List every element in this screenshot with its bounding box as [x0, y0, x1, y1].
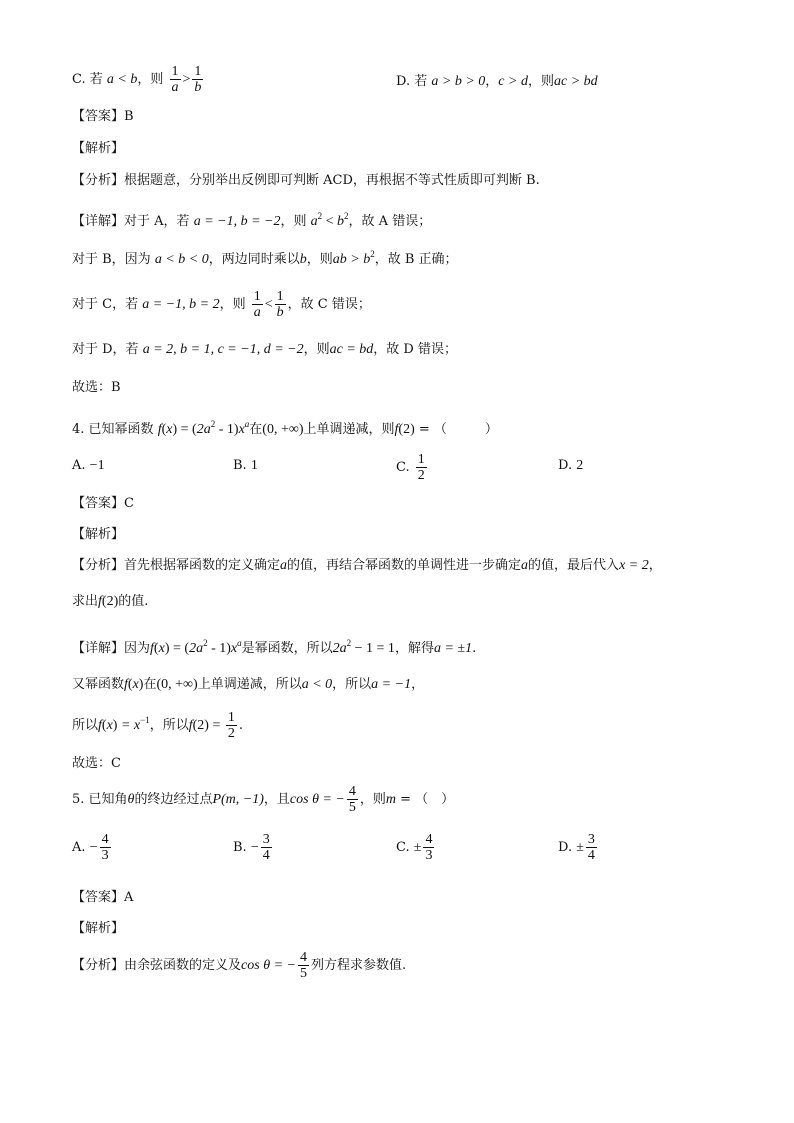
fraction: $\frac{1}{b}$ — [194, 64, 202, 95]
q3-detail-a: 【详解】对于 A，若 a = −1, b = −2，则 $a^2 < b^2$，故 A 错误； — [72, 211, 432, 229]
q4-question: 4. 已知幂函数 $f(x) = (2a^2 - 1)x^a$在(0, +∞)上单调递减，则f(2) = （ ） — [72, 419, 498, 437]
q4-option-b: B. 1 — [233, 458, 258, 473]
q4-detail-2: 又幂函数f(x)在(0, +∞)上单调递减，所以a < 0，所以a = −1， — [72, 677, 425, 692]
q4-option-a: A. −1 — [72, 458, 105, 473]
q4-choice: 故选：C — [72, 756, 121, 771]
q5-analysis: 【分析】由余弦函数的定义及cos θ = − $\frac{4}{5}$ 列方程求参数值. — [72, 950, 407, 981]
fraction: $\frac{3}{4}$ — [262, 832, 270, 863]
q4-detail-3: 所以$f(x) = x^{-1}$，所以f(2) = $\frac{1}{2}$ . — [72, 710, 244, 741]
q5-jiexi-heading: 【解析】 — [72, 921, 125, 936]
q3-detail-d: 对于 D，若 a = 2, b = 1, c = −1, d = −2，则ac = bd，故 D 错误； — [72, 342, 457, 357]
q5-question: 5. 已知角θ的终边经过点P(m, −1)，且cos θ = − $\frac{4}{5}$ ，则m = （ ） — [72, 784, 455, 815]
fraction: $\frac{1}{a}$ — [171, 64, 179, 95]
fraction: $\frac{4}{3}$ — [425, 832, 433, 863]
q4-jiexi-heading: 【解析】 — [72, 527, 125, 542]
q3-detail-b: 对于 B，因为 a < b < 0，两边同时乘以b，则ab > $b^2$，故 B 正确； — [72, 249, 458, 267]
q4-analysis-cont: 求出f(2)的值. — [72, 594, 149, 609]
q4-answer: 【答案】C — [72, 496, 134, 511]
fraction: $\frac{1}{2}$ — [417, 452, 425, 483]
q3-option-c: C. 若 a < b，则 $\frac{1}{a}$ > $\frac{1}{b}$ — [72, 64, 202, 95]
q5-option-a: A. − $\frac{4}{3}$ — [72, 832, 109, 863]
q5-answer: 【答案】A — [72, 890, 134, 905]
q3-option-d: D. 若 a > b > 0，c > d，则ac > bd — [396, 74, 598, 89]
q3-jiexi-heading: 【解析】 — [72, 141, 125, 156]
q4-option-c: C. $\frac{1}{2}$ — [396, 452, 425, 483]
fraction: $\frac{4}{5}$ — [299, 950, 307, 981]
q5-option-b: B. − $\frac{3}{4}$ — [233, 832, 270, 863]
fraction: $\frac{4}{3}$ — [101, 832, 109, 863]
q3-analysis: 【分析】根据题意，分别举出反例即可判断 ACD，再根据不等式性质即可判断 B. — [72, 173, 540, 188]
fraction: $\frac{1}{2}$ — [227, 710, 235, 741]
q4-option-d: D. 2 — [558, 458, 584, 473]
q5-option-c: C. ± $\frac{4}{3}$ — [396, 832, 433, 863]
q3-choice: 故选：B — [72, 380, 121, 395]
q4-detail-1: 【详解】因为$f(x) = (2a^2 - 1)x^a$是幂函数，所以$2a^2 - 1 = 1$，解得a = ±1. — [72, 638, 477, 656]
q3-answer: 【答案】B — [72, 109, 134, 124]
fraction: $\frac{3}{4}$ — [587, 832, 595, 863]
q3-detail-c: 对于 C，若 a = −1, b = 2，则 $\frac{1}{a}$ < $\frac{1}{b}$ ，故 C 错误； — [72, 289, 371, 320]
fraction: $\frac{1}{a}$ — [253, 289, 261, 320]
fraction: $\frac{4}{5}$ — [348, 784, 356, 815]
fraction: $\frac{1}{b}$ — [276, 289, 284, 320]
q4-analysis: 【分析】首先根据幂函数的定义确定a的值，再结合幂函数的单调性进一步确定a的值，最后代入x = 2， — [72, 558, 662, 573]
q5-option-d: D. ± $\frac{3}{4}$ — [558, 832, 595, 863]
